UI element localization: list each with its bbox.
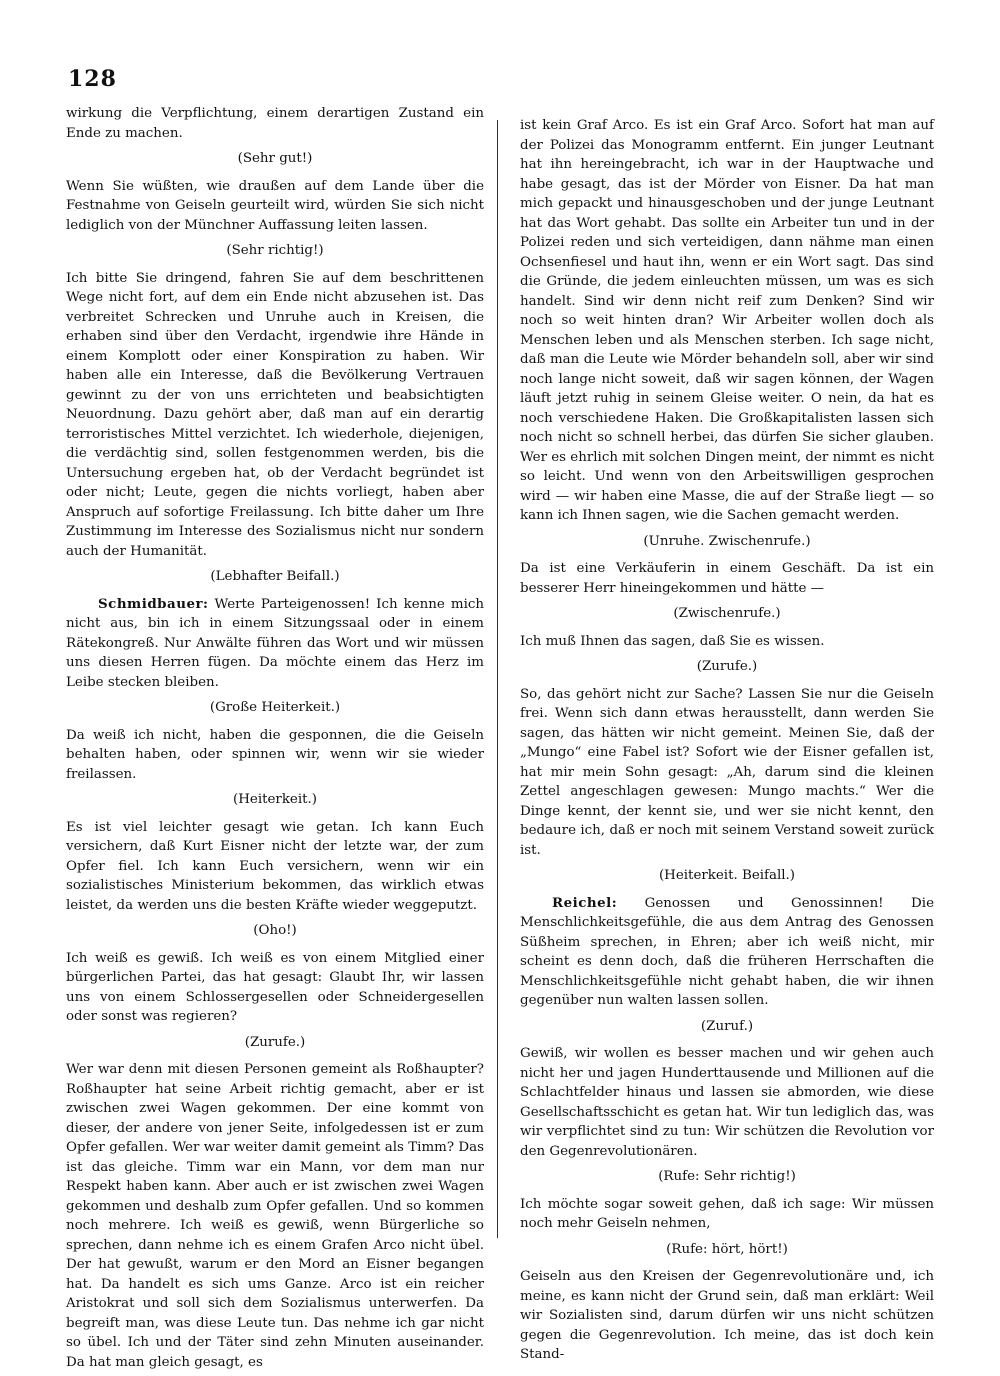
paragraph: ist kein Graf Arco. Es ist ein Graf Arco. Sofort hat man auf der Polizei das Monogramm entfernt. Ein junger Leutnant hat ihn hereingebracht, ich war in der Hauptwache und habe gesagt, das ist der Mörder von Eisner. Da hat man mich gepackt und hinausgeschoben und der junge Leutnant hat das Wort gehabt. Das sollte ein Arbeiter tun und in der Polizei reden und sich verteidigen, dann nähme man einen Ochsenfiesel und haut ihn, wenn er ein Wort sagt. Das sind die Gründe, die jedem einleuchten müssen, um was es sich handelt. Sind wir denn nicht reif zum Denken? Sind wir noch so weit hinten dran? Wir Arbeiter wollen doch als Menschen leben und als Menschen sterben. Ich sage nicht, daß man die Leute wie Mörder behandeln soll, aber wir sind noch lange nicht soweit, daß wir sagen können, der Wagen läuft jetzt ruhig in seinem Gleise weiter. O nein, da hat es noch verschiedene Haken. Die Großkapitalisten lassen sich noch nicht so schnell herbei, das dürfen Sie sicher glauben. Wer es ehrlich mit solchen Dingen meint, der nimmt es nicht so leicht. Und wenn von den Arbeitswilligen gesprochen wird — wir haben eine Masse, die auf der Straße liegt — so kann ich Ihnen sagen, wie die Sachen gemacht werden.: [520, 118, 934, 523]
paragraph: Wer war denn mit diesen Personen gemeint als Roßhaupter? Roßhaupter hat seine Arbeit richtig gemacht, aber er ist zwischen zwei Wagen gekommen. Der eine kommt von dieser, der andere von jener Seite, infolgedessen ist er zum Opfer gefallen. Wer war weiter damit gemeint als Timm? Das ist das gleiche. Timm war ein Mann, vor dem man nur Respekt haben kann. Aber auch er ist zwischen zwei Wagen gekommen und deshalb zum Opfer gefallen. Und so kommen noch mehrere. Ich weiß es gewiß, wenn Bürgerliche so sprechen, dann nehme ich es einem Grafen Arco nicht übel. Der hat gewußt, warum er den Mord an Eisner begangen hat. Da handelt es sich ums Ganze. Arco ist ein reicher Aristokrat und soll sich dem Sozialismus unterwerfen. Da begreift man, was diese Leute tun. Das nehme ich gar nicht so übel. Ich und der Täter sind zehn Minuten auseinander. Da hat man gleich gesagt, es: [66, 1062, 484, 1370]
paragraph: Ich weiß es gewiß. Ich weiß es von einem Mitglied einer bürgerlichen Partei, das hat gesagt: Glaubt Ihr, wir lassen uns von einem Schlossergesellen oder Schneidergesellen oder sonst was regieren?: [66, 950, 484, 1024]
interjection: (Oho!): [253, 923, 297, 938]
interjection: (Zurufe.): [244, 1034, 306, 1050]
interjection: (Sehr richtig!): [226, 243, 324, 258]
paragraph: Geiseln aus den Kreisen der Gegenrevolutionäre und, ich meine, es kann nicht der Grund sein, daß man erklärt: Weil wir Sozialisten sind, darum dürfen wir uns nicht schützen gegen die Gegenrevolution. Ich meine, das ist doch kein Stand-: [520, 1269, 934, 1362]
interjection: (Heiterkeit. Beifall.): [658, 868, 796, 883]
interjection: (Zuruf.): [700, 1018, 754, 1034]
interjection: (Große Heiterkeit.): [209, 700, 341, 715]
paragraph: Da ist eine Verkäuferin in einem Geschäft. Da ist ein besserer Herr hineingekommen und hätte —: [520, 561, 934, 596]
interjection: (Zwischenrufe.): [673, 606, 781, 621]
left-column: [66, 104, 484, 1376]
paragraph: Ich möchte sogar soweit gehen, daß ich sage: Wir müssen noch mehr Geiseln nehmen,: [520, 1196, 934, 1231]
paragraph: So, das gehört nicht zur Sache? Lassen Sie nur die Geiseln frei. Wenn sich dann etwas herausstellt, dann werden Sie sagen, das hätten wir nicht gemeint. Meinen Sie, daß der „Mungo“ eine Fabel ist? Sofort wie der Eisner gefallen ist, hat mir mein Sohn gesagt: „Ah, darum sind die kleinen Zettel angeschlagen gewesen: Mungo machts.“ Wer die Dinge kennt, der kennt sie, und wer sie nicht kennt, den bedaure ich, daß er noch mit seinem Verstand soweit zurück ist.: [520, 686, 934, 858]
interjection: (Lebhafter Beifall.): [210, 569, 340, 584]
paragraph: Gewiß, wir wollen es besser machen und wir gehen auch nicht her und jagen Hunderttausende und Millionen auf die Schlachtfelder hinaus und lassen sie abmorden, wie diese Gesellschaftsschicht es getan hat. Wir tun lediglich das, was wir verpflichtet sind zu tun: Wir schützen die Revolution vor den Gegenrevolutionären.: [520, 1046, 934, 1159]
speaker-text: Werte Parteigenossen! Ich kenne mich nicht aus, bin ich in einem Sitzungssaal oder in einem Rätekongreß. Nur Anwälte führen das Wort und wir müssen uns diesen Herren fügen. Da möchte einem das Herz im Leibe stecken bleiben.: [66, 596, 484, 690]
speaker-paragraph: [520, 894, 934, 1011]
paragraph: Ich bitte Sie dringend, fahren Sie auf dem beschrittenen Wege nicht fort, auf dem ein Ende nicht abzusehen ist. Das verbreitet Schrecken und Unruhe auch in Kreisen, die erhaben sind über den Verdacht, irgendwie ihre Hände in einem Komplott oder einer Konspiration zu haben. Wir haben alle ein Interesse, daß die Bevölkerung Vertrauen gewinnt zu der von uns errichteten und beabsichtigten Neuordnung. Dazu gehört aber, daß man auf ein derartig terroristisches Mittel verzichtet. Ich wiederhole, diejenigen, die verdächtig sind, sollen festgenommen werden, bis die Untersuchung ergeben hat, ob der Verdacht begründet ist oder nicht; Leute, gegen die nichts vorliegt, haben aber Anspruch auf sofortige Freilassung. Ich bitte daher um Ihre Zustimmung im Interesse des Sozialismus nicht nur sondern auch der Humanität.: [66, 270, 484, 559]
paragraph: Wenn Sie wüßten, wie draußen auf dem Lande über die Festnahme von Geiseln geurteilt wird, würden Sie sich nicht lediglich von der Münchner Auffassung leiten lassen.: [66, 178, 484, 233]
paragraph: Ich muß Ihnen das sagen, daß Sie es wissen.: [520, 633, 825, 649]
speaker-paragraph: [66, 595, 484, 693]
page-number: 128: [68, 66, 117, 92]
column-divider: [497, 120, 498, 1238]
interjection: (Zurufe.): [696, 659, 758, 674]
interjection: (Rufe: Sehr richtig!): [658, 1169, 796, 1184]
paragraph: Es ist viel leichter gesagt wie getan. Ich kann Euch versichern, daß Kurt Eisner nicht der letzte war, der zum Opfer fiel. Ich kann Euch versichern, wenn wir ein sozialistisches Ministerium bekommen, das wirklich etwas leistet, da werden uns die besten Kräfte wieder weggeputzt.: [66, 819, 484, 913]
speaker-name: Reichel:: [552, 894, 618, 911]
interjection: (Rufe: hört, hört!): [666, 1241, 788, 1257]
right-column: [520, 116, 934, 1369]
speaker-name: Schmidbauer:: [98, 595, 209, 612]
paragraph: wirkung die Verpflichtung, einem derartigen Zustand ein Ende zu machen.: [66, 106, 484, 141]
speaker-text: Genossen und Genossinnen! Die Menschlichkeitsgefühle, die aus dem Antrag des Genossen Süßheim sprechen, in Ehren; aber ich weiß nicht, mir scheint es denn doch, daß die früheren Herrschaften die Menschlichkeitsgefühle nicht gehabt haben, die wir ihnen gegenüber nun walten lassen sollen.: [520, 895, 934, 1008]
interjection: (Sehr gut!): [237, 151, 313, 166]
interjection: (Unruhe. Zwischenrufe.): [643, 533, 811, 549]
paragraph: Da weiß ich nicht, haben die gesponnen, die die Geiseln behalten haben, oder spinnen wir, wenn wir sie wieder freilassen.: [66, 727, 484, 782]
interjection: (Heiterkeit.): [233, 792, 317, 807]
